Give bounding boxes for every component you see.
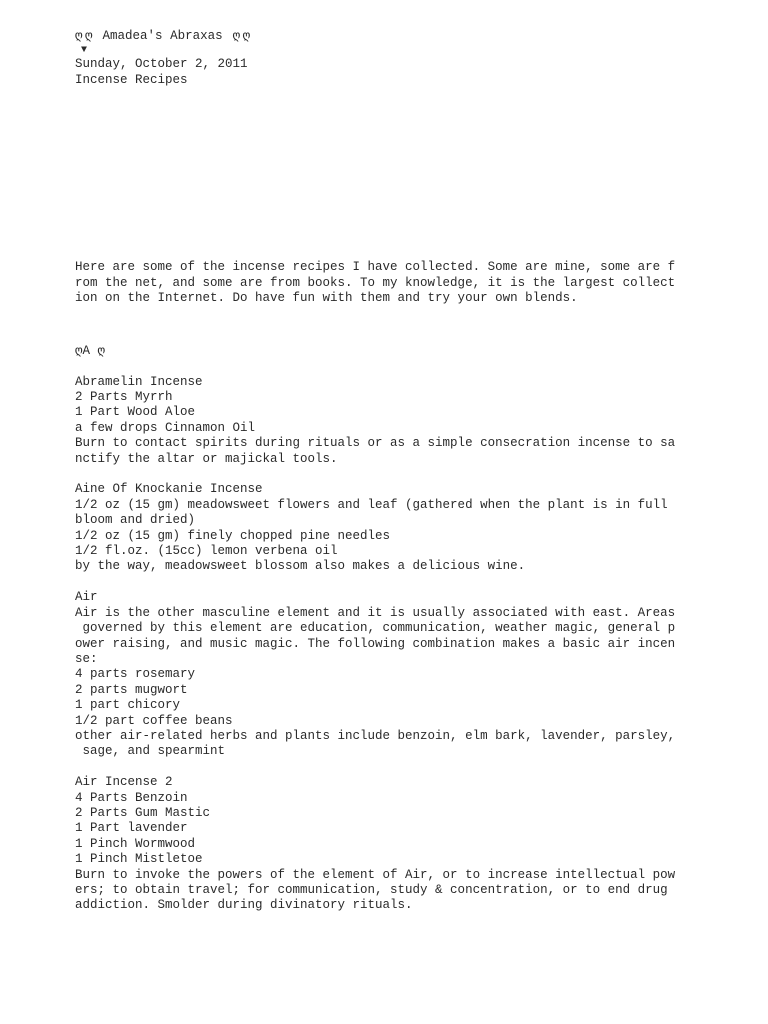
recipe-title: Air	[75, 590, 98, 605]
recipe-line: 1 Part Wood Aloe	[75, 405, 196, 420]
recipe-line: 1/2 fl.oz. (15cc) lemon verbena oil	[75, 544, 338, 559]
recipe-line: 1 Pinch Mistletoe	[75, 852, 203, 867]
spacer	[75, 306, 675, 321]
recipe-air-incense-2	[75, 775, 675, 914]
recipe-line: 1 Pinch Wormwood	[75, 836, 196, 851]
recipe-aine-of-knockanie	[75, 482, 675, 574]
recipe-line: 1 Part lavender	[75, 821, 188, 836]
intro-line: Here are some of the incense recipes I have collected. Some are mine, some are f	[75, 260, 676, 275]
intro-paragraph	[75, 260, 675, 306]
document-page	[75, 29, 675, 914]
blank-image-area	[75, 88, 675, 260]
recipe-line: 2 Parts Myrrh	[75, 390, 173, 405]
recipe-line: 1/2 part coffee beans	[75, 713, 233, 728]
recipe-air	[75, 590, 675, 759]
intro-line: rom the net, and some are from books. To my knowledge, it is the largest collect	[75, 275, 676, 290]
recipe-line: ower raising, and music magic. The following combination makes a basic air incen	[75, 636, 676, 651]
post-date: Sunday, October 2, 2011	[75, 57, 248, 72]
recipe-line: 1/2 oz (15 gm) finely chopped pine needles	[75, 528, 391, 543]
recipe-line: Air is the other masculine element and it is usually associated with east. Areas	[75, 605, 676, 620]
recipe-line: governed by this element are education, communication, weather magic, general p	[75, 621, 676, 636]
section-mark: ღA ღ	[75, 343, 106, 358]
recipe-line: addiction. Smolder during divinatory rituals.	[75, 898, 413, 913]
recipe-abramelin	[75, 375, 675, 467]
spacer	[75, 322, 675, 344]
recipe-line: Burn to contact spirits during rituals or as a simple consecration incense to sa	[75, 436, 676, 451]
recipe-line: bloom and dried)	[75, 513, 196, 528]
recipe-line: se:	[75, 651, 98, 666]
recipe-line: nctify the altar or majickal tools.	[75, 451, 338, 466]
dropdown-arrow-icon[interactable]: ▼	[81, 45, 88, 57]
recipe-line: ers; to obtain travel; for communication, study & concentration, or to end drug	[75, 882, 668, 897]
recipe-line: 2 parts mugwort	[75, 682, 188, 697]
blog-title: ღ ღ Amadea's Abraxas ღ ღ	[75, 29, 251, 43]
recipe-line: 1 part chicory	[75, 698, 181, 713]
recipe-line: 1/2 oz (15 gm) meadowsweet flowers and leaf (gathered when the plant is in full	[75, 497, 668, 512]
post-title: Incense Recipes	[75, 72, 188, 87]
recipe-line: sage, and spearmint	[75, 744, 226, 759]
recipe-line: a few drops Cinnamon Oil	[75, 420, 256, 435]
recipe-line: 4 Parts Benzoin	[75, 790, 188, 805]
recipe-line: 2 Parts Gum Mastic	[75, 805, 211, 820]
recipe-line: by the way, meadowsweet blossom also makes a delicious wine.	[75, 559, 526, 574]
spacer	[75, 359, 675, 374]
recipe-title: Air Incense 2	[75, 775, 173, 790]
recipe-line: other air-related herbs and plants include benzoin, elm bark, lavender, parsley,	[75, 728, 676, 743]
recipe-title: Abramelin Incense	[75, 374, 203, 389]
recipe-title: Aine Of Knockanie Incense	[75, 482, 263, 497]
recipe-line: Burn to invoke the powers of the element of Air, or to increase intellectual pow	[75, 867, 676, 882]
spacer	[75, 760, 675, 775]
recipe-line: 4 parts rosemary	[75, 667, 196, 682]
spacer	[75, 575, 675, 590]
spacer	[75, 467, 675, 482]
intro-line: ion on the Internet. Do have fun with them and try your own blends.	[75, 291, 578, 306]
